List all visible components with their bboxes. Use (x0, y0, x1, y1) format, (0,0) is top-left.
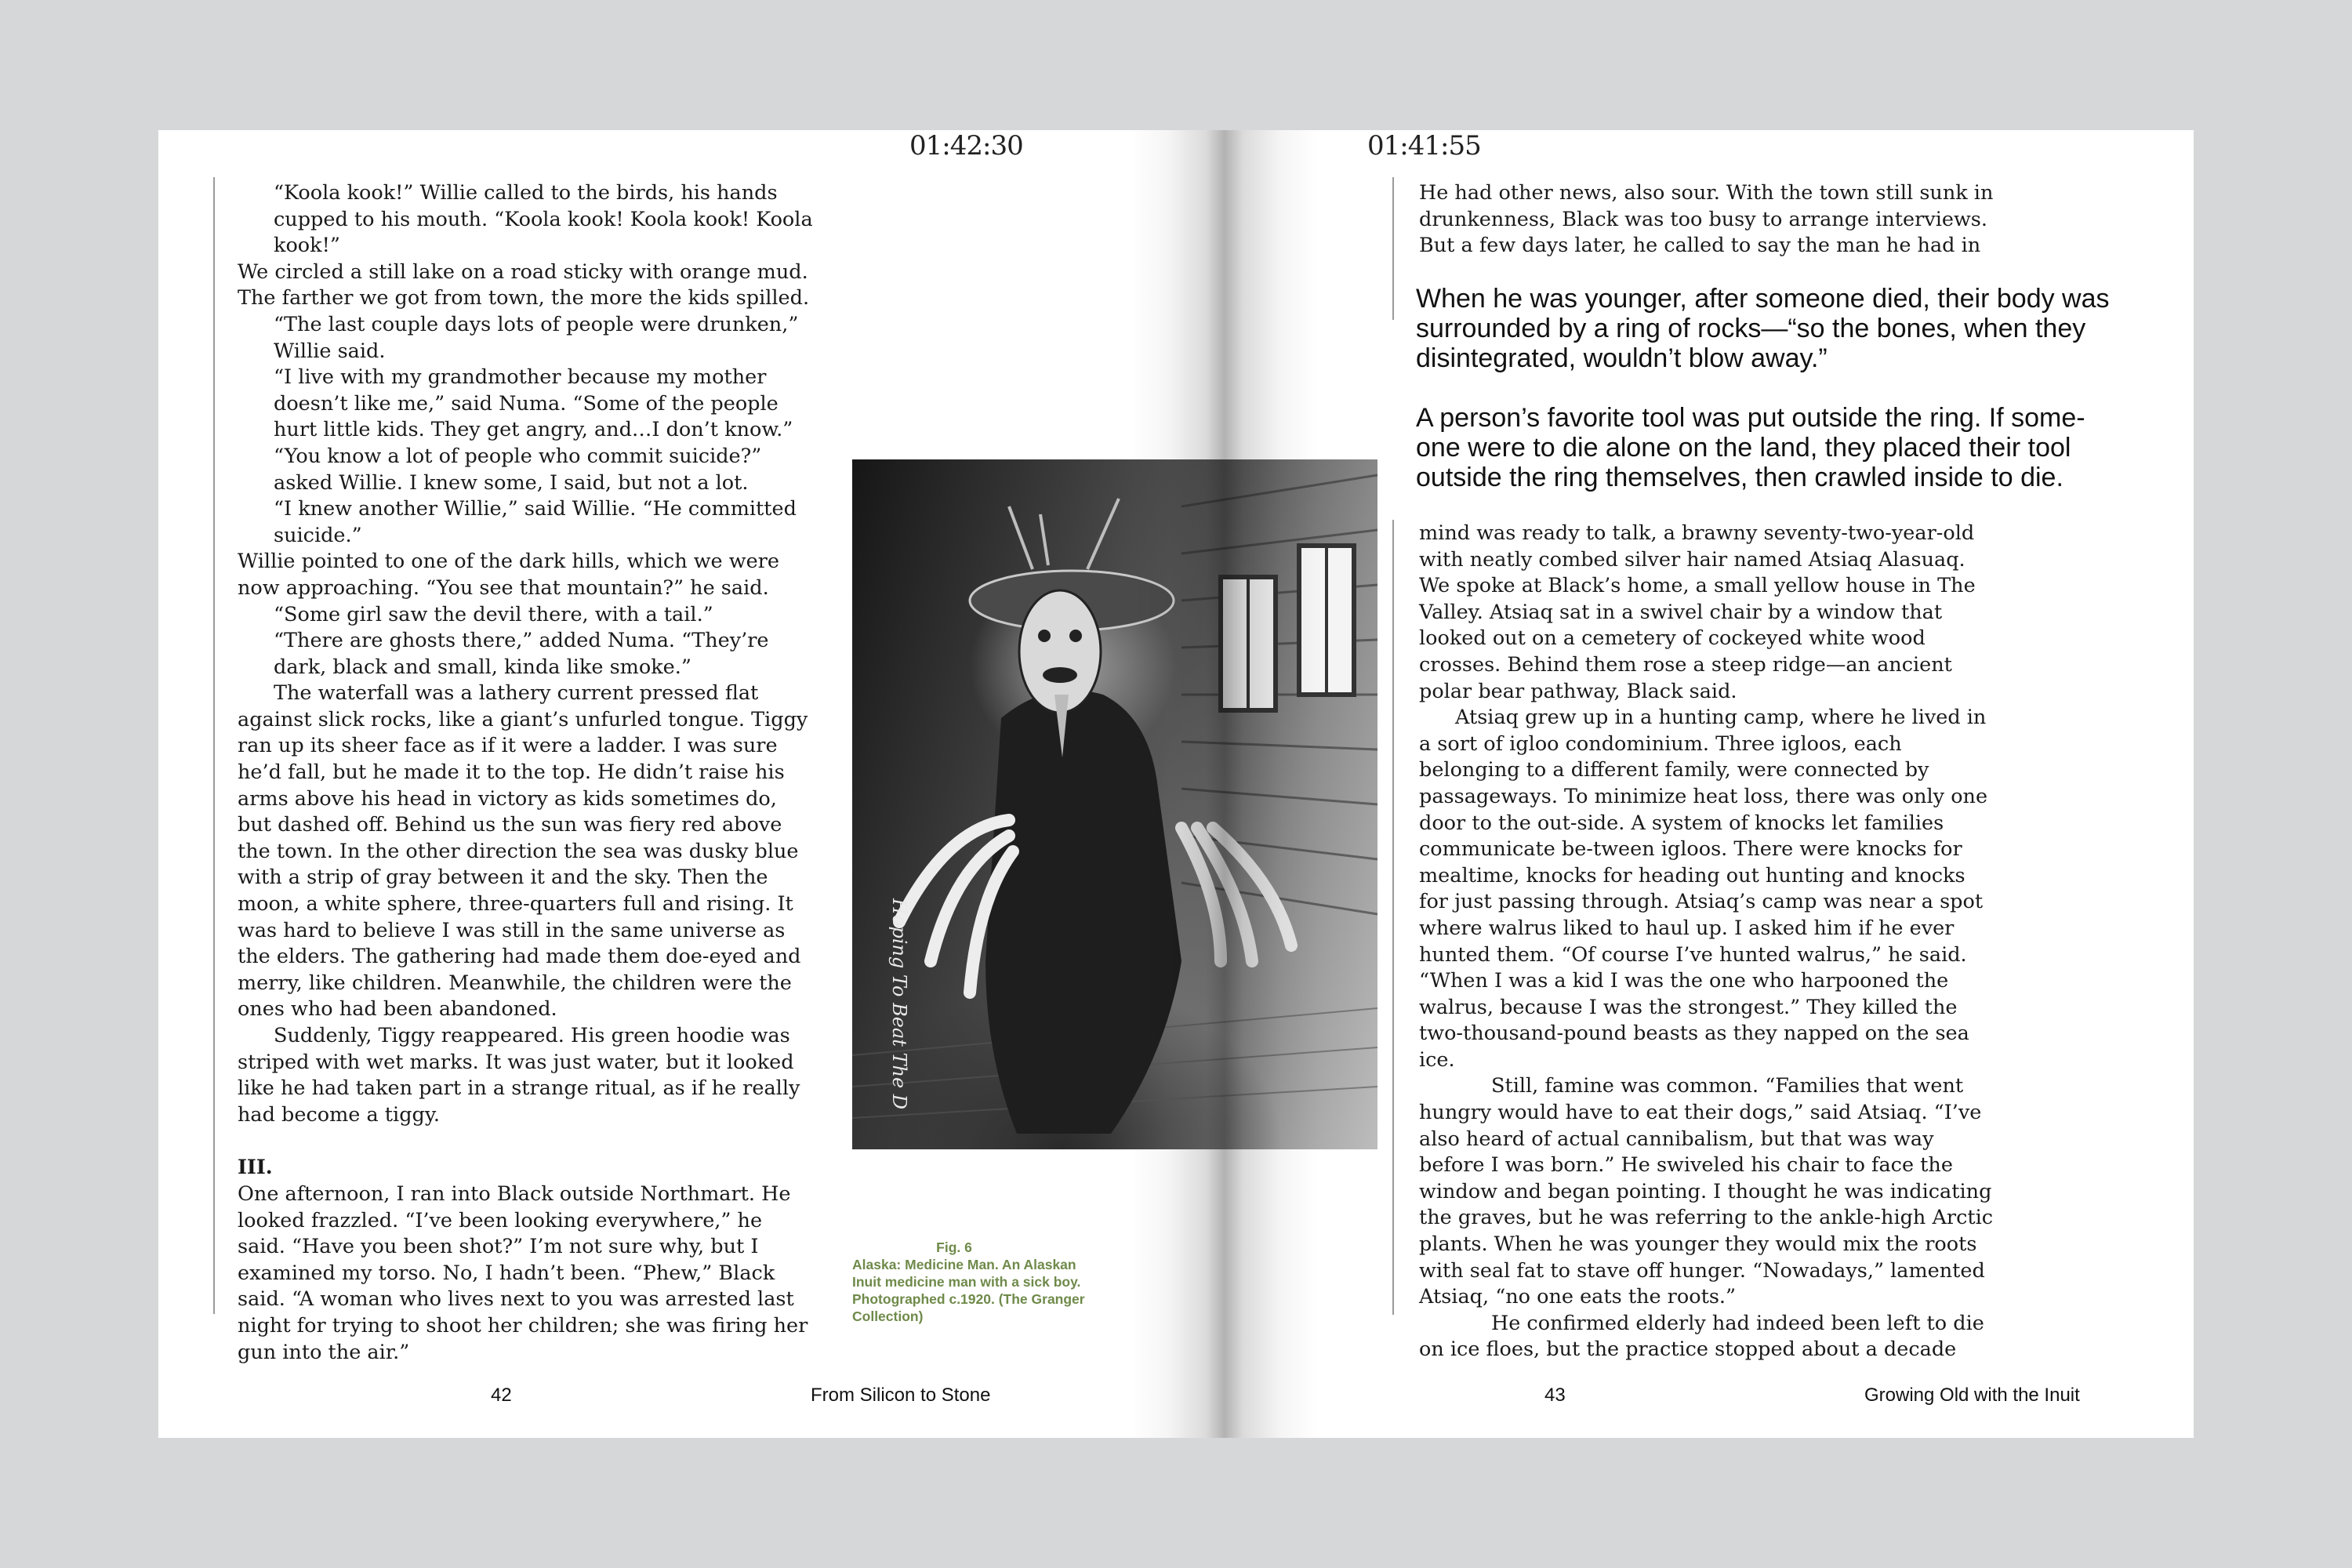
mask-antlers (1009, 499, 1119, 569)
paragraph: mind was ready to talk, a brawny seventy-two-year-old with neatly combed silver hair named Atsiaq Alasuaq. We spoke at Black’s home, a small yellow house in The Valley. Atsiaq sat in a swivel chair by a window that looked out on a cemetery of cockeyed white wood crosses. Behind them rose a steep ridge—an ancient polar bear pathway, Black said. (1419, 521, 1976, 703)
photo-illustration (852, 459, 1377, 1149)
pull-quote: A person’s favorite tool was put outside the ring. If some-one were to die alone on the land, they placed their tool outside the ring themselves, then crawled inside to die. (1416, 403, 2085, 492)
paragraph: He had other news, also sour. With the town still sunk in drunkenness, Black was too busy to arrange interviews. But a few days later, he called to say the man he had in (1419, 181, 1994, 258)
paragraph: We circled a still lake on a road sticky with orange mud. The farther we got from town, the more the kids spilled. (238, 260, 810, 310)
pull-quote: When he was younger, after someone died, their body was surrounded by a ring of rocks—“so the bones, when they disintegrated, wouldn’t blow away.” (1416, 284, 2110, 373)
right-page-number: 43 (1544, 1385, 1566, 1406)
robed-figure (985, 690, 1181, 1134)
figure-label: Fig. 6 (936, 1240, 972, 1255)
photo-inscription: Hoping To Beat The D (888, 898, 910, 1110)
right-timecode: 01:41:55 (1367, 130, 1481, 162)
paragraph: One afternoon, I ran into Black outside Northmart. He looked frazzled. “I’ve been looking everywhere,” he said. “Have you been shot?” I’m not sure why, but I examined my torso. No, I hadn’t been. “Phew,” Black said. “A woman who lives next to you was arrested last night for trying to shoot her children; she was firing her gun into the air.” (238, 1181, 808, 1364)
paragraph: “I knew another Willie,” said Willie. “He committed suicide.” (274, 497, 797, 547)
figure-caption-text: Alaska: Medicine Man. An Alaskan Inuit medicine man with a sick boy. Photographed c.1920. (The Granger Collection) (852, 1257, 1085, 1324)
figure-photo-medicine-man (852, 459, 1377, 1149)
paragraph: “Some girl saw the devil there, with a tail.” (274, 602, 713, 626)
house-windows (1221, 546, 1354, 710)
paragraph: “The last couple days lots of people were drunken,” Willie said. (274, 312, 799, 363)
left-timecode: 01:42:30 (909, 130, 1023, 162)
paragraph: Suddenly, Tiggy reappeared. His green hoodie was striped with wet marks. It was just water, but it looked like he had taken part in a strange ritual, as if he really had become a tiggy. (238, 1024, 800, 1127)
right-body-text (1419, 521, 1999, 1363)
paragraph: Atsiaq grew up in a hunting camp, where he lived in a sort of igloo condominium. Three igloos, each belonging to a different family, were connected by passageways. To minimize heat loss, there was only one door to the out-side. A system of knocks let families communicate be-tween igloos. There were knocks for mealtime, knocks for heading out hunting and knocks for just passing through. Atsiaq’s camp was near a spot where walrus liked to haul up. I asked him if he ever hunted them. “Of course I’ve hunted walrus,” he said. “When I was a kid I was the one who harpooned the walrus, because I was the strongest.” They killed the two-thousand-pound beasts as they napped on the sea ice. (1419, 706, 1988, 1072)
mask-face (1019, 590, 1101, 713)
right-rule-top (1392, 177, 1394, 320)
paragraph: Still, famine was common. “Families that went hungry would have to eat their dogs,” said Atsiaq. “I’ve also heard of actual cannibalism, but that was way before I was born.” He swiveled his chair to face the window and began pointing. I thought he was indicating the graves, but he was referring to the ankle-high Arctic plants. When he was younger they would mix the roots with seal fat to stave off hunger. “Nowadays,” lamented Atsiaq, “no one eats the roots.” (1419, 1074, 1994, 1309)
book-spread (158, 130, 2194, 1438)
left-body-text (238, 180, 814, 1366)
paragraph: “You know a lot of people who commit suicide?” asked Willie. I knew some, I said, but not a lot. (274, 444, 762, 495)
section-gap (238, 1128, 814, 1155)
left-running-title: From Silicon to Stone (811, 1385, 991, 1406)
paragraph: Willie pointed to one of the dark hills, which we were now approaching. “You see that mountain?” he said. (238, 550, 779, 600)
pull-quotes (1416, 284, 2122, 522)
right-running-title: Growing Old with the Inuit (1864, 1385, 2080, 1406)
right-rule-bottom (1392, 520, 1394, 1315)
section-heading: III. (238, 1156, 273, 1180)
paragraph: “There are ghosts there,” added Numa. “They’re dark, black and small, kinda like smoke.” (274, 629, 769, 679)
left-column-rule (213, 177, 215, 1314)
paragraph: The waterfall was a lathery current pressed flat against slick rocks, like a giant’s unfurled tongue. Tiggy ran up its sheer face as if it were a ladder. I was sure he’d fall, but he made it to the top. He didn’t raise his arms above his head in victory as kids sometimes do, but dashed off. Behind us the sun was fiery red above the town. In the other direction the sea was dusky blue with a strip of gray between it and the sky. Then the moon, a white sphere, three-quarters full and rising. It was hard to believe I was still in the same universe as the elders. The gathering had made them doe-eyed and merry, like children. Meanwhile, the children were the ones who had been abandoned. (238, 681, 808, 1022)
figure-caption (852, 1239, 1087, 1325)
paragraph: “Koola kook!” Willie called to the birds, his hands cupped to his mouth. “Koola kook! Koola kook! Koola kook!” (274, 181, 813, 258)
paragraph: “I live with my grandmother because my mother doesn’t like me,” said Numa. “Some of the people hurt little kids. They get angry, and…I don’t know.” (274, 365, 793, 442)
paragraph: He confirmed elderly had indeed been left to die on ice floes, but the practice stopped about a decade (1419, 1311, 1984, 1362)
right-top-text (1419, 180, 1999, 260)
left-page-number: 42 (491, 1385, 512, 1406)
